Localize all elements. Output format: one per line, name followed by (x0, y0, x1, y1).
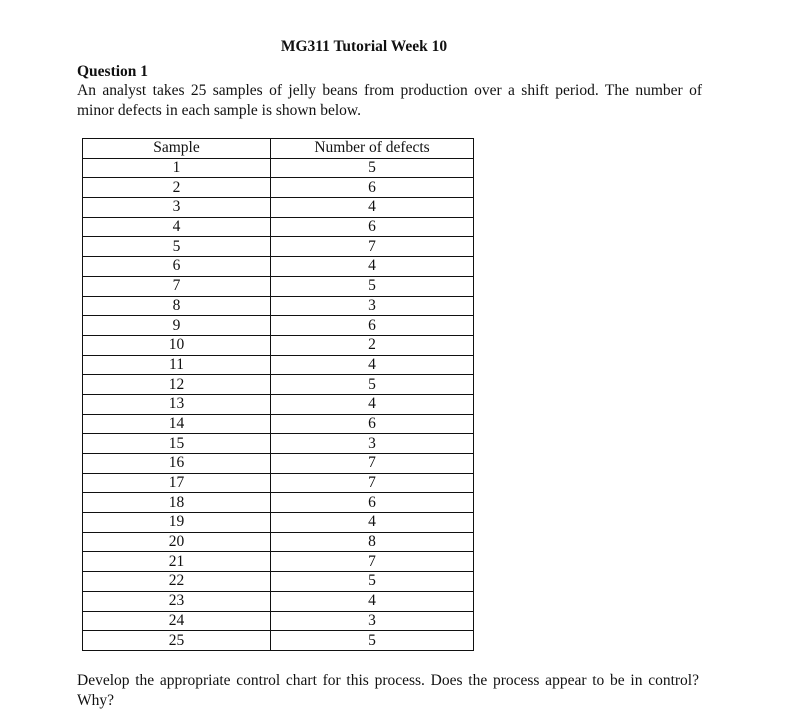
cell-sample: 10 (83, 335, 271, 355)
cell-sample: 17 (83, 473, 271, 493)
header-number-of-defects: Number of defects (271, 139, 474, 159)
table-row (83, 158, 474, 178)
header-sample: Sample (83, 139, 271, 159)
table-row (83, 178, 474, 198)
table-row (83, 513, 474, 533)
cell-number-of-defects: 4 (271, 591, 474, 611)
cell-sample: 9 (83, 316, 271, 336)
cell-number-of-defects: 3 (271, 611, 474, 631)
table-row (83, 454, 474, 474)
table-row (83, 414, 474, 434)
cell-number-of-defects: 3 (271, 434, 474, 454)
table-row (83, 532, 474, 552)
cell-number-of-defects: 4 (271, 198, 474, 218)
cell-sample: 1 (83, 158, 271, 178)
cell-sample: 21 (83, 552, 271, 572)
table-row (83, 631, 474, 651)
cell-sample: 15 (83, 434, 271, 454)
cell-sample: 23 (83, 591, 271, 611)
table-row (83, 572, 474, 592)
cell-number-of-defects: 7 (271, 473, 474, 493)
cell-number-of-defects: 4 (271, 355, 474, 375)
cell-number-of-defects: 2 (271, 335, 474, 355)
cell-number-of-defects: 6 (271, 178, 474, 198)
table-row (83, 394, 474, 414)
cell-sample: 6 (83, 257, 271, 277)
table-row (83, 217, 474, 237)
cell-sample: 19 (83, 513, 271, 533)
table-row (83, 434, 474, 454)
table-row (83, 375, 474, 395)
table-row (83, 276, 474, 296)
table-row (83, 237, 474, 257)
table-row (83, 552, 474, 572)
table-row (83, 473, 474, 493)
defects-table (82, 138, 474, 651)
cell-number-of-defects: 6 (271, 316, 474, 336)
cell-number-of-defects: 3 (271, 296, 474, 316)
cell-sample: 12 (83, 375, 271, 395)
cell-sample: 14 (83, 414, 271, 434)
question-heading: Question 1 (77, 63, 149, 80)
table-row (83, 296, 474, 316)
cell-sample: 24 (83, 611, 271, 631)
cell-sample: 2 (83, 178, 271, 198)
cell-sample: 20 (83, 532, 271, 552)
table-row (83, 198, 474, 218)
cell-sample: 16 (83, 454, 271, 474)
cell-number-of-defects: 8 (271, 532, 474, 552)
cell-number-of-defects: 4 (271, 394, 474, 414)
cell-sample: 3 (83, 198, 271, 218)
cell-sample: 7 (83, 276, 271, 296)
cell-number-of-defects: 5 (271, 276, 474, 296)
cell-number-of-defects: 7 (271, 454, 474, 474)
cell-number-of-defects: 4 (271, 257, 474, 277)
cell-sample: 4 (83, 217, 271, 237)
table-body (83, 158, 474, 650)
cell-sample: 8 (83, 296, 271, 316)
table-row (83, 316, 474, 336)
table-row (83, 335, 474, 355)
table-row (83, 591, 474, 611)
cell-sample: 13 (83, 394, 271, 414)
cell-sample: 22 (83, 572, 271, 592)
cell-number-of-defects: 6 (271, 217, 474, 237)
question-task: Develop the appropriate control chart for this process. Does the process appear to be in control? Why? (77, 672, 699, 709)
cell-number-of-defects: 7 (271, 237, 474, 257)
table-row (83, 257, 474, 277)
cell-number-of-defects: 6 (271, 493, 474, 513)
table-header-row (83, 139, 474, 159)
cell-number-of-defects: 5 (271, 375, 474, 395)
cell-sample: 11 (83, 355, 271, 375)
table-row (83, 355, 474, 375)
cell-sample: 5 (83, 237, 271, 257)
cell-sample: 18 (83, 493, 271, 513)
cell-number-of-defects: 7 (271, 552, 474, 572)
cell-sample: 25 (83, 631, 271, 651)
table-row (83, 493, 474, 513)
table-row (83, 611, 474, 631)
question-intro: An analyst takes 25 samples of jelly beans from production over a shift period. The number of minor defects in each sample is shown below. (77, 82, 702, 119)
cell-number-of-defects: 5 (271, 631, 474, 651)
cell-number-of-defects: 4 (271, 513, 474, 533)
cell-number-of-defects: 5 (271, 158, 474, 178)
cell-number-of-defects: 6 (271, 414, 474, 434)
document-title: MG311 Tutorial Week 10 (280, 38, 448, 55)
cell-number-of-defects: 5 (271, 572, 474, 592)
